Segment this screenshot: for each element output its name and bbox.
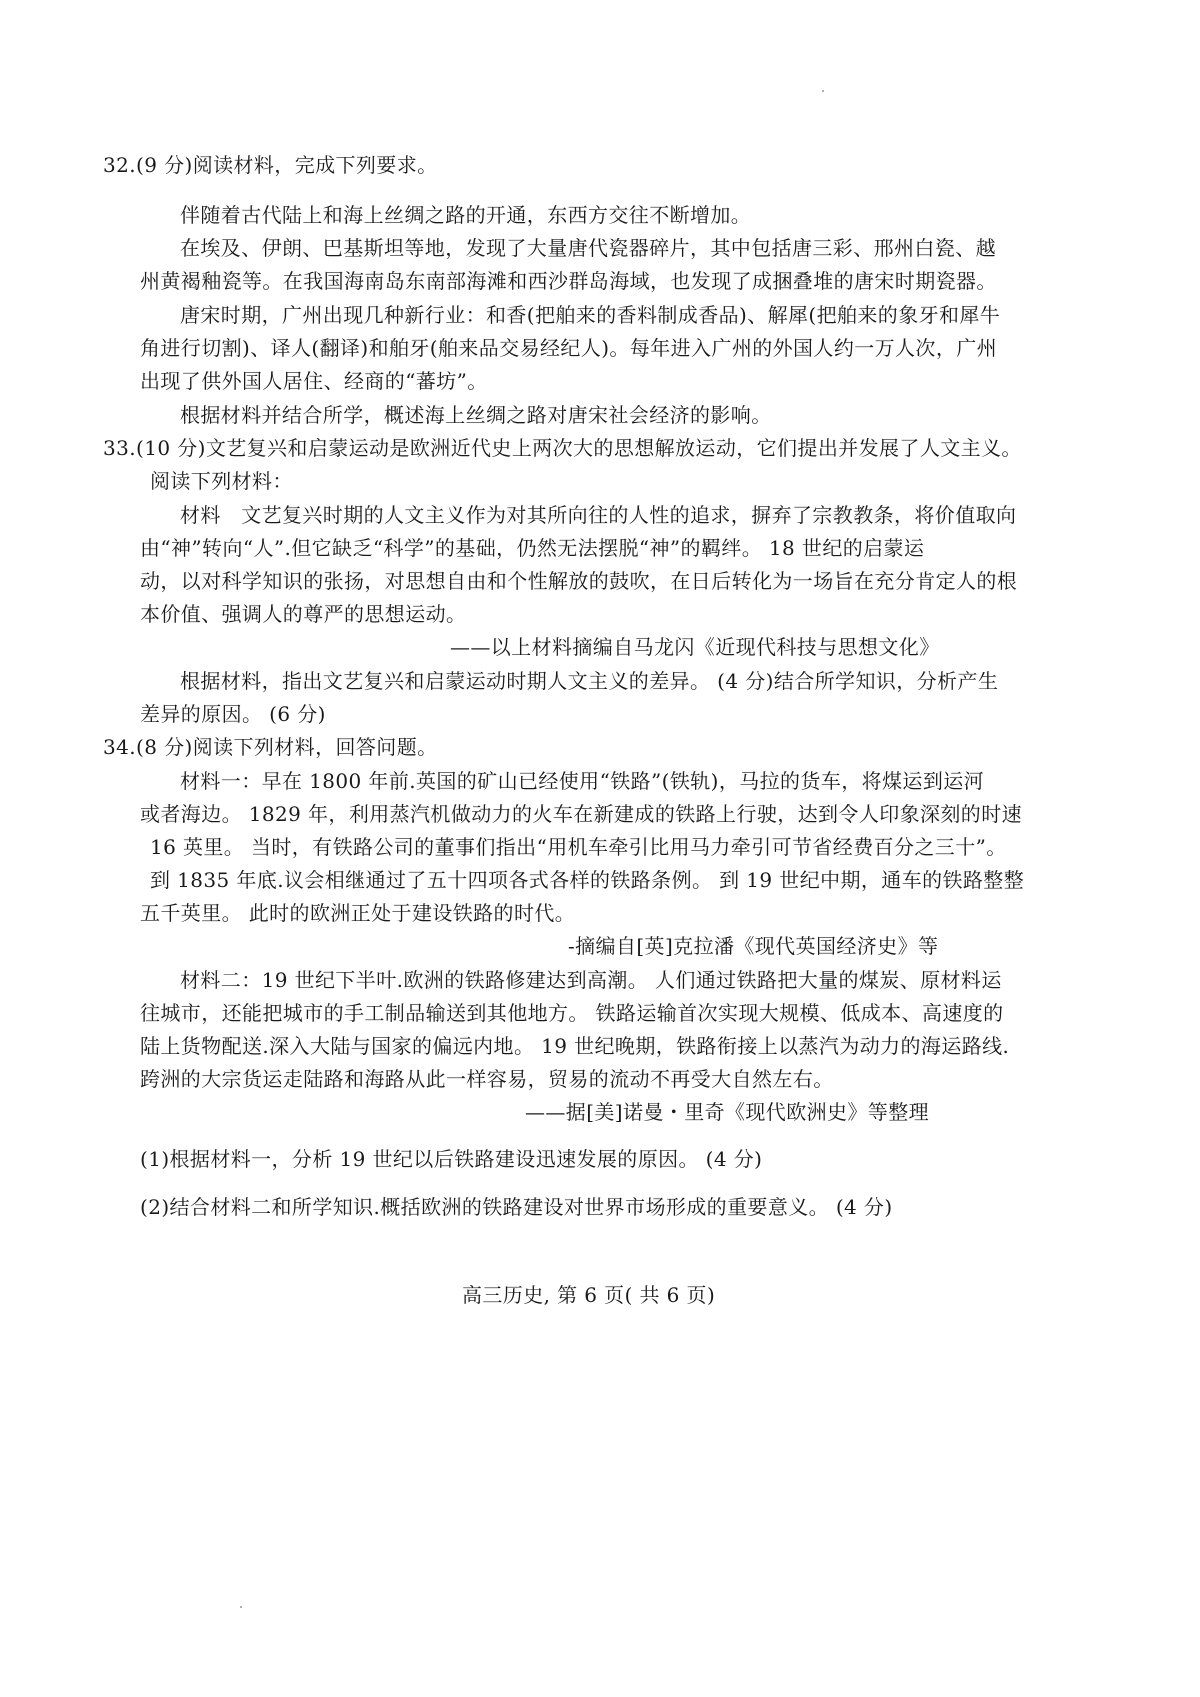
page-footer: 高三历史, 第 6 页( 共 6 页) <box>462 1283 716 1307</box>
scan-speck <box>240 1606 242 1608</box>
q32-paragraph-1: 伴随着古代陆上和海上丝绸之路的开通，东西方交往不断增加。 <box>180 203 752 227</box>
q34-header: 34.(8 分)阅读下列材料，回答问题。 <box>103 735 438 759</box>
q34-material-1-line-2: 或者海边。 1829 年，利用蒸汽机做动力的火车在新建成的铁路上行驶，达到令人印象深刻的时速 <box>140 802 1023 826</box>
q33-material-line-4: 本价值、强调人的尊严的思想运动。 <box>140 602 467 626</box>
q34-material-1-line-1: 材料一：早在 1800 年前.英国的矿山已经使用“铁路”(铁轨)，马拉的货车，将煤运到运河 <box>180 769 985 793</box>
q33-source: ——以上材料摘编自马龙闪《近现代科技与思想文化》 <box>450 635 940 659</box>
scan-speck <box>822 90 824 92</box>
q34-material-2-line-2: 往城市，还能把城市的手工制品输送到其他地方。 铁路运输首次实现大规模、低成本、高速度的 <box>140 1001 1004 1025</box>
q34-subquestion-1: (1)根据材料一，分析 19 世纪以后铁路建设迅速发展的原因。 (4 分) <box>140 1147 763 1171</box>
q32-paragraph-2-line-1: 在埃及、伊朗、巴基斯坦等地，发现了大量唐代瓷器碎片，其中包括唐三彩、邢州白瓷、越 <box>180 236 996 260</box>
q34-material-1-line-4: 到 1835 年底.议会相继通过了五十四项各式各样的铁路条例。 到 19 世纪中期，通车的铁路整整 <box>150 868 1025 892</box>
q33-material-line-2: 由“神”转向“人”.但它缺乏“科学”的基础，仍然无法摆脱“神”的羁绊。 18 世纪的启蒙运 <box>140 536 925 560</box>
q33-material-line-1: 材料 文艺复兴时期的人文主义作为对其所向往的人性的追求，摒弃了宗教教条，将价值取向 <box>180 503 1017 527</box>
q34-material-1-line-5: 五千英里。 此时的欧洲正处于建设铁路的时代。 <box>140 901 576 925</box>
q34-material-1-source: -摘编自[英]克拉潘《现代英国经济史》等 <box>568 934 939 958</box>
q34-material-2-line-4: 跨洲的大宗货运走陆路和海路从此一样容易，贸易的流动不再受大自然左右。 <box>140 1067 834 1091</box>
q32-paragraph-3-line-1: 唐宋时期，广州出现几种新行业：和香(把舶来的香料制成香品)、解犀(把舶来的象牙和犀牛 <box>180 303 1001 327</box>
q33-material-line-3: 动，以对科学知识的张扬，对思想自由和个性解放的鼓吹，在日后转化为一场旨在充分肯定人的根 <box>140 569 1018 593</box>
q34-material-2-line-1: 材料二：19 世纪下半叶.欧洲的铁路修建达到高潮。 人们通过铁路把大量的煤炭、原材料运 <box>180 968 1002 992</box>
q33-intro: 阅读下列材料： <box>150 469 293 493</box>
q32-question: 根据材料并结合所学，概述海上丝绸之路对唐宋社会经济的影响。 <box>180 403 772 427</box>
q32-header: 32.(9 分)阅读材料，完成下列要求。 <box>103 153 438 177</box>
q32-paragraph-2-line-2: 州黄褐釉瓷等。在我国海南岛东南部海滩和西沙群岛海域，也发现了成捆叠堆的唐宋时期瓷器。 <box>140 269 997 293</box>
q34-material-2-line-3: 陆上货物配送.深入大陆与国家的偏远内地。 19 世纪晚期，铁路衔接上以蒸汽为动力的海运路线. <box>140 1034 1010 1058</box>
q33-question-line-2: 差异的原因。 (6 分) <box>140 702 326 726</box>
q34-material-1-line-3: 16 英里。 当时，有铁路公司的董事们指出“用机车牵引比用马力牵引可节省经费百分之三十”。 <box>150 835 1007 859</box>
q33-header: 33.(10 分)文艺复兴和启蒙运动是欧洲近代史上两次大的思想解放运动，它们提出并发展了人文主义。 <box>103 436 1022 460</box>
q34-subquestion-2: (2)结合材料二和所学知识.概括欧洲的铁路建设对世界市场形成的重要意义。 (4 分) <box>140 1195 893 1219</box>
q34-material-2-source: ——据[美]诺曼・里奇《现代欧洲史》等整理 <box>525 1100 930 1124</box>
q32-paragraph-3-line-3: 出现了供外国人居住、经商的“蕃坊”。 <box>140 369 488 393</box>
q33-question-line-1: 根据材料，指出文艺复兴和启蒙运动时期人文主义的差异。 (4 分)结合所学知识，分析产生 <box>180 669 999 693</box>
q32-paragraph-3-line-2: 角进行切割)、译人(翻译)和舶牙(舶来品交易经纪人)。每年进入广州的外国人约一万人次，广州 <box>140 336 998 360</box>
